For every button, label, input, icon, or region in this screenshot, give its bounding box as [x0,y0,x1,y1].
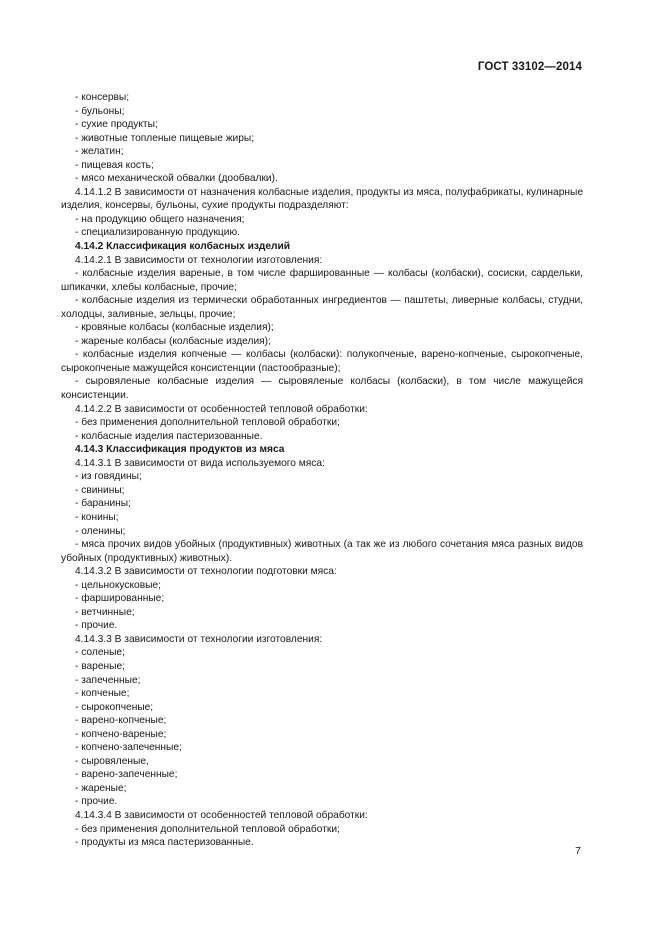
list-item: - цельнокусковые; [75,579,161,591]
paragraph: 4.14.1.2 В зависимости от назначения колбасные изделия, продукты из мяса, полуфабрикаты, кулинарные изделия, консервы, бульоны, сухие продукты подразделяют: [61,186,583,212]
paragraph: - колбасные изделия вареные, в том числе фаршированные — колбасы (колбаски), сосиски, сардельки, шпикачки, хлебы колбасные, прочие; [61,268,583,293]
section-heading: 4.14.3 Классификация продуктов из мяса [75,444,285,456]
list-item: - запеченные; [75,674,141,686]
list-item: - прочие. [75,620,118,632]
list-item: 4.14.3.1 В зависимости от вида используемого мяса: [75,457,325,469]
page-number: 7 [575,845,581,857]
list-item: - из говядины; [75,471,142,483]
list-item: - колбасные изделия пастеризованные. [75,430,263,442]
list-item: - свинины; [75,484,125,496]
list-item: 4.14.2.2 В зависимости от особенностей тепловой обработки: [75,403,368,415]
list-item: - без применения дополнительной тепловой обработки; [75,417,340,429]
list-item: - оленины; [75,525,126,537]
list-item: 4.14.3.4 В зависимости от особенностей тепловой обработки: [75,809,368,821]
list-item: - сыровяленые, [75,755,149,767]
list-item: - баранины; [75,498,131,510]
list-item: - копчено-запеченные; [75,742,182,754]
list-item: - соленые; [75,647,125,659]
list-item: - продукты из мяса пастеризованные. [75,837,254,849]
list-item: - пищевая кость; [75,159,154,171]
list-item: - варено-копченые; [75,715,167,727]
document-code: ГОСТ 33102—2014 [477,61,582,73]
list-item: - на продукцию общего назначения; [75,213,245,225]
paragraph: - колбасные изделия из термически обработанных ингредиентов — паштеты, ливерные колбасы, студни, холодцы, заливные, зельцы, прочие; [61,295,583,320]
list-item: - жареные колбасы (колбасные изделия); [75,335,271,347]
list-item: - консервы; [75,92,130,103]
list-item: - сырокопченые; [75,701,154,713]
list-item: - мясо механической обвалки (дообвалки). [75,173,278,185]
paragraph: - колбасные изделия копченые — колбасы (колбаски): полукопченые, варено-копченые, сырокопченые, сырокопченые мажущейся консистенции (пастообразные); [61,349,583,374]
section-heading: 4.14.2 Классификация колбасных изделий [75,241,291,253]
list-item: - конины; [75,511,119,523]
list-item: - копчено-вареные; [75,728,167,740]
list-item: - специализированную продукцию. [75,227,240,239]
list-item: - жареные; [75,782,127,794]
document-body [61,91,583,850]
list-item: - бульоны; [75,105,125,117]
list-item: - сухие продукты; [75,119,158,131]
list-item: - кровяные колбасы (колбасные изделия); [75,322,274,334]
list-item: - варено-запеченные; [75,769,178,781]
list-item: 4.14.3.3 В зависимости от технологии изготовления: [75,633,323,645]
list-item: - копченые; [75,688,130,700]
list-item: - прочие. [75,796,118,808]
list-item: - животные топленые пищевые жиры; [75,132,255,144]
list-item: - вареные; [75,660,125,672]
list-item: - желатин; [75,146,124,158]
paragraph: - сыровяленые колбасные изделия — сыровяленые колбасы (колбаски), в том числе мажущейся консистенции. [61,376,583,402]
list-item: - без применения дополнительной тепловой обработки; [75,823,340,835]
paragraph: - мяса прочих видов убойных (продуктивных) животных (а так же из любого сочетания мяса разных видов убойных (продуктивных) животных). [61,539,583,564]
list-item: - фаршированные; [75,593,165,605]
list-item: - ветчинные; [75,606,135,618]
list-item: 4.14.3.2 В зависимости от технологии подготовки мяса: [75,566,337,578]
list-item: 4.14.2.1 В зависимости от технологии изготовления: [75,254,323,266]
